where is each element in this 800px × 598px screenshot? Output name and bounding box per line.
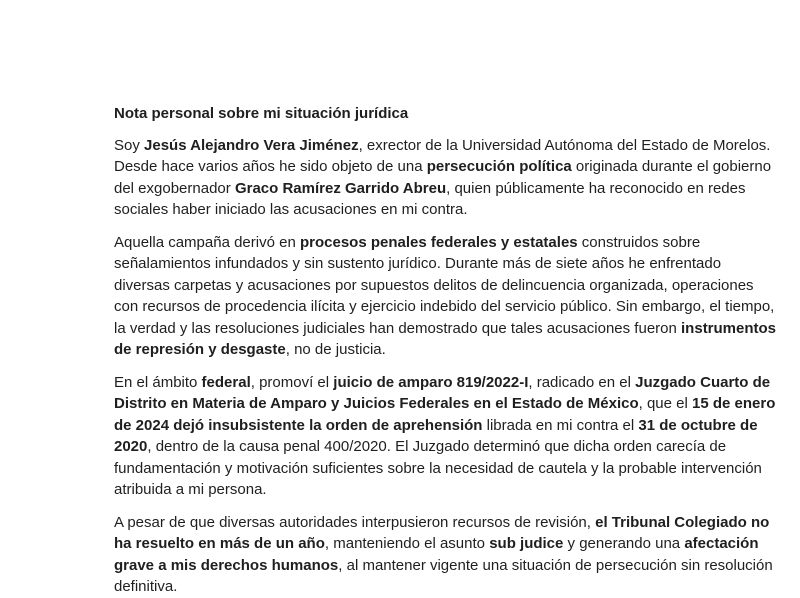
bold-text: juicio de amparo 819/2022-I <box>333 373 529 391</box>
text: construidos sobre señalamientos infundados y sin sustento jurídico. Durante más de siete años he enfrentado diversas carpetas y acusaciones por supuestos delitos de delincuencia organizada, operaciones con recursos de procedencia ilícita y ejercicio indebido del servicio público. Sin embargo, el tiempo, la verdad y las resoluciones judiciales han demostrado que tales acusaciones fueron <box>114 233 775 337</box>
bold-text: procesos penales federales y estatales <box>299 233 578 251</box>
bold-text: Jesús Alejandro Vera Jiménez <box>144 136 359 154</box>
text: Aquella campaña derivó en <box>114 233 300 251</box>
bold-text: 31 de octubre de 2020 <box>114 416 758 455</box>
document-body <box>114 103 778 598</box>
paragraph-list <box>114 135 778 598</box>
bold-text: el Tribunal Colegiado no ha resuelto en más de un año <box>114 513 770 552</box>
text: , que el <box>638 395 692 412</box>
bold-text: persecución política <box>426 158 572 175</box>
bold-text: sub judice <box>489 535 564 552</box>
text: , manteniendo el asunto <box>324 535 490 552</box>
text: , no de justicia. <box>285 341 386 358</box>
text: En el ámbito <box>114 373 202 391</box>
text: Soy <box>114 136 145 154</box>
bold-text: Graco Ramírez Garrido Abreu <box>234 179 447 197</box>
text: , quien públicamente ha reconocido en redes sociales haber iniciado las acusaciones en mi contra. <box>114 179 746 218</box>
bold-text: afectación grave a mis derechos humanos <box>114 535 759 574</box>
text: , promoví el <box>250 373 334 391</box>
text: originada durante el gobierno del exgobernador <box>114 158 772 197</box>
bold-text: instrumentos de represión y desgaste <box>114 319 777 358</box>
text: , dentro de la causa penal 400/2020. El Juzgado determinó que dicha orden carecía de fundamentación y motivación suficientes sobre la necesidad de cautela y la probable intervención atribuida a mi persona. <box>114 438 762 498</box>
bold-text: Juzgado Cuarto de Distrito en Materia de Amparo y Juicios Federales en el Estado de México <box>114 373 771 412</box>
text: A pesar de que diversas autoridades interpusieron recursos de revisión, <box>114 513 596 531</box>
paragraph <box>114 232 778 361</box>
paragraph <box>114 512 778 598</box>
text: , al mantener vigente una situación de persecución sin resolución definitiva. <box>114 556 773 595</box>
text: librada en mi contra el <box>482 416 639 434</box>
bold-text: federal <box>201 373 251 391</box>
paragraph <box>114 135 778 221</box>
text: , radicado en el <box>528 373 636 391</box>
text: y generando una <box>563 535 685 552</box>
text: , exrector de la Universidad Autónoma del Estado de Morelos. Desde hace varios años he sido objeto de una <box>114 136 771 175</box>
document-title: Nota personal sobre mi situación jurídica <box>114 105 409 122</box>
bold-text: 15 de enero de 2024 dejó insubsistente la orden de aprehensión <box>114 395 776 434</box>
paragraph <box>114 372 778 501</box>
